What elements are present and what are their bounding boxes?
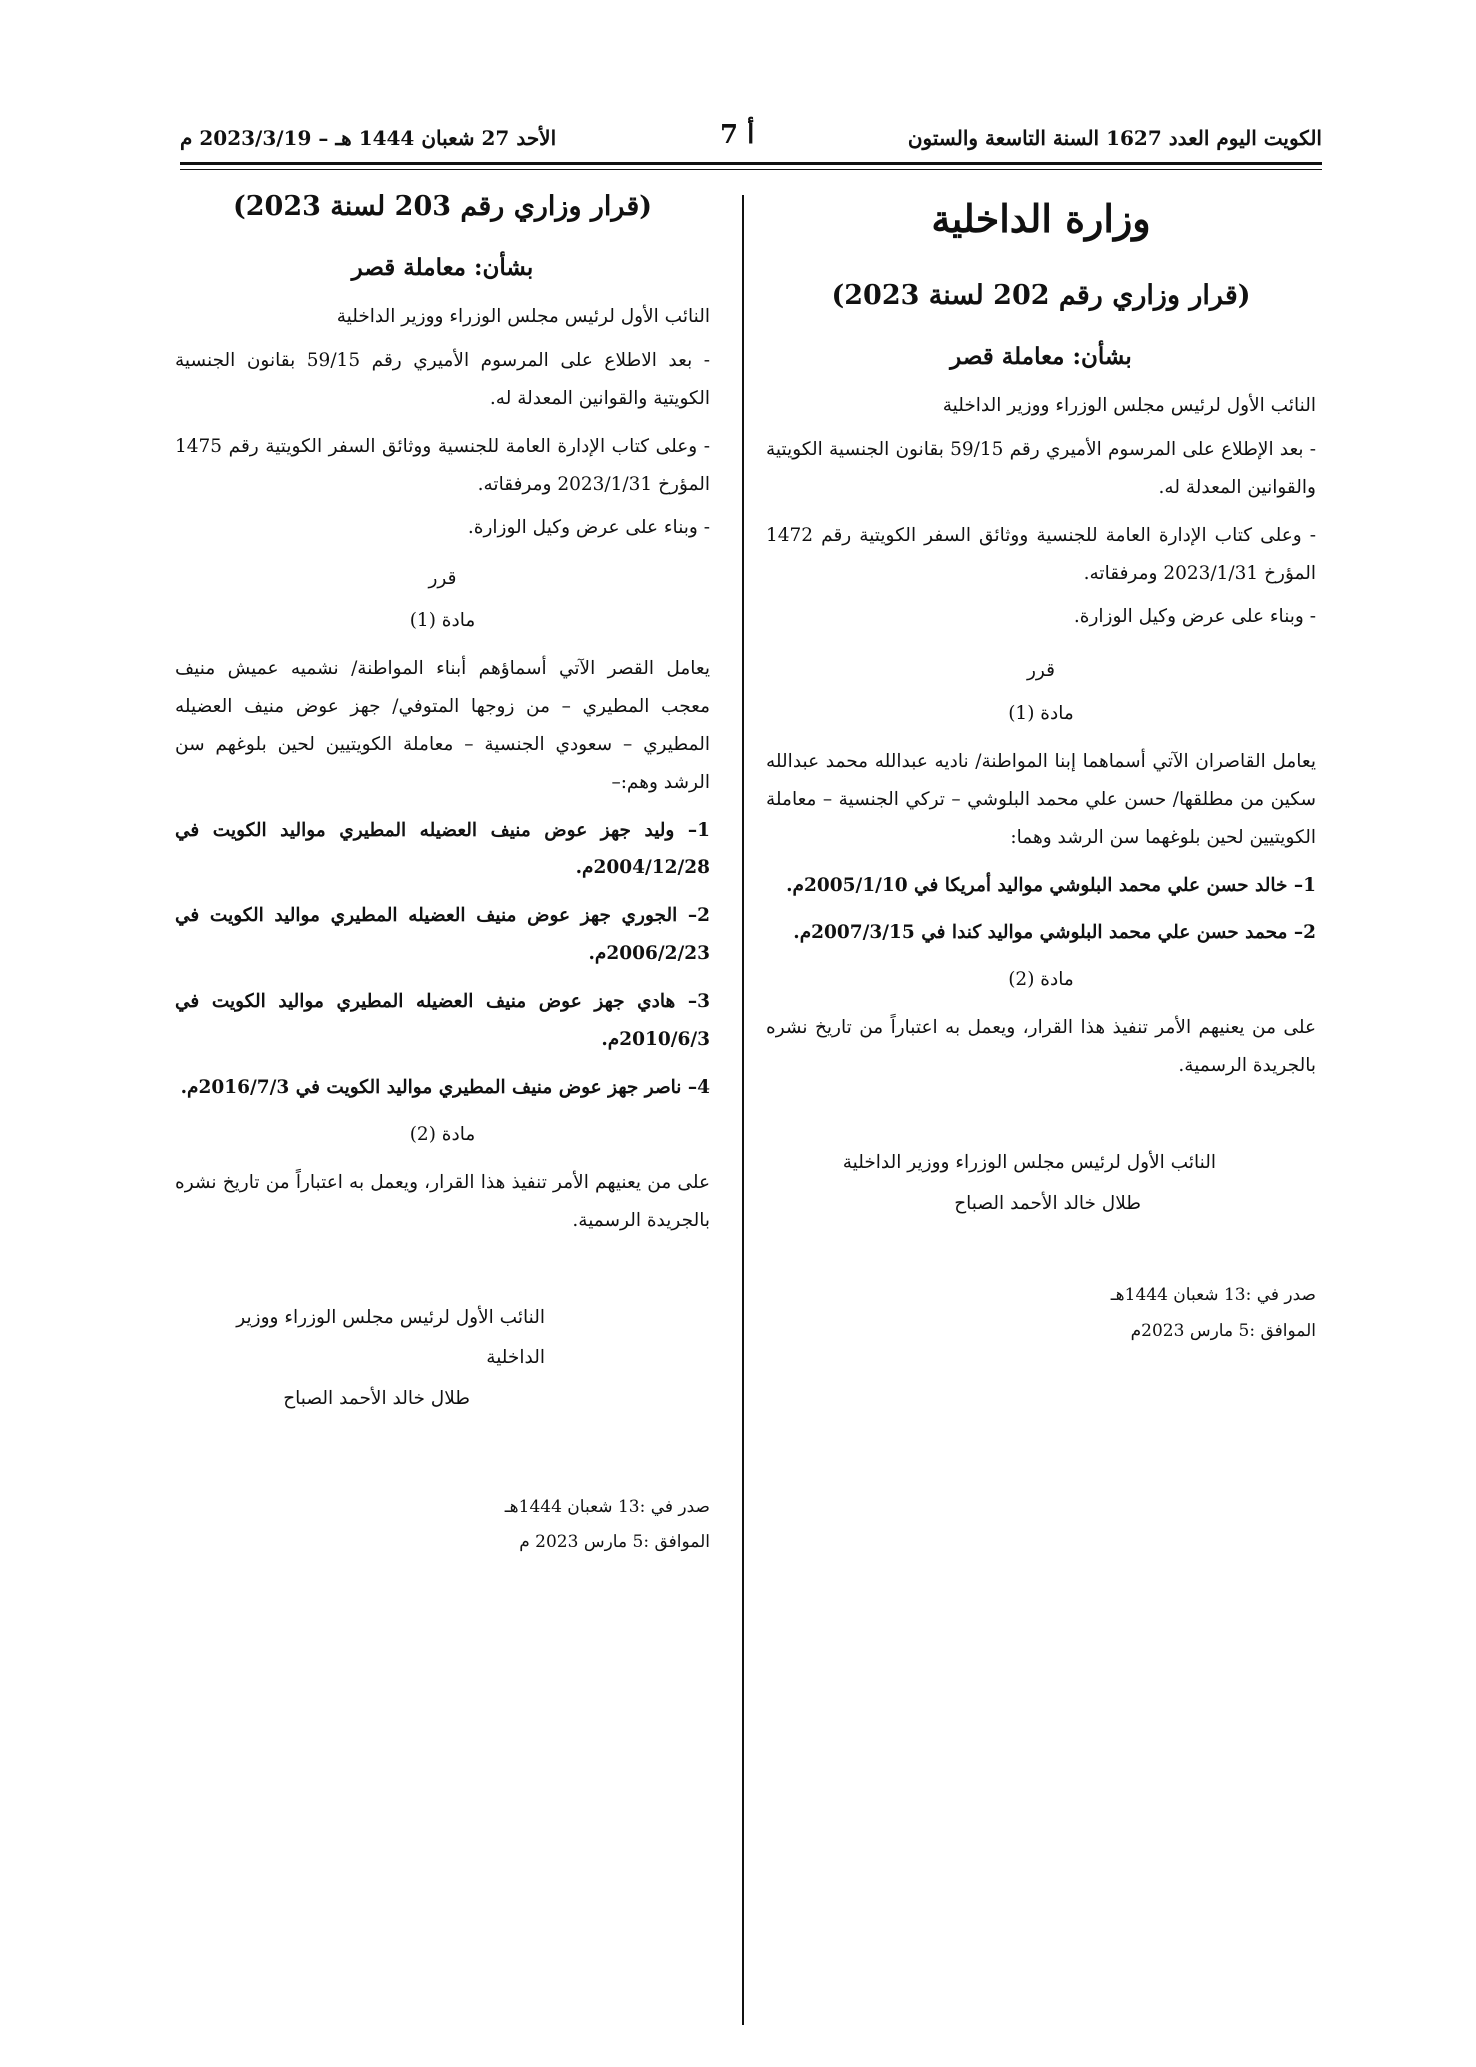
gazette-issue-info: الكويت اليوم العدد 1627 السنة التاسعة والستون [907,126,1322,150]
issued-gregorian-date: الموافق :5 مارس 2023 م [519,1532,710,1553]
minor-list-item: 2– محمد حسن علي محمد البلوشي مواليد كندا في 2007/3/15م. [793,922,1316,944]
page-number: أ 7 [720,120,755,150]
preamble-2: - وعلى كتاب الإدارة العامة للجنسية ووثائق السفر الكويتية رقم 1475 المؤرخ 2023/1/31 ومرفقاته. [175,436,710,495]
article-2-text: على من يعنيهم الأمر تنفيذ هذا القرار، ويعمل به اعتباراً من تاريخ نشره بالجريدة الرسمية. [766,1017,1316,1076]
decision-202-column [766,180,1316,1350]
article-1-text: يعامل القصر الآتي أسماؤهم أبناء المواطنة/ نشميه عميش منيف معجب المطيري – من زوجها المتوفي/ جهز عوض منيف العضيله المطيري – سعودي الجنسية – معاملة الكويتيين لحين بلوغهم سن الرشد وهم:– [175,657,710,793]
minor-list-item: 4– ناصر جهز عوض منيف المطيري مواليد الكويت في 2016/7/3م. [180,1077,710,1099]
column-divider [742,195,744,2025]
decided-word: قرر [428,567,457,589]
issuer-line: النائب الأول لرئيس مجلس الوزراء ووزير الداخلية [942,395,1316,417]
decision-subject: بشأن: معاملة قصر [950,342,1132,370]
page-header [180,118,1322,158]
signature-block [766,1143,1216,1224]
preamble-2: - وعلى كتاب الإدارة العامة للجنسية ووثائق السفر الكويتية رقم 1472 المؤرخ 2023/1/31 ومرفقاته. [766,524,1316,584]
signatory-title: النائب الأول لرئيس مجلس الوزراء ووزير الداخلية [842,1151,1216,1173]
signatory-title: النائب الأول لرئيس مجلس الوزراء ووزير الداخلية [236,1306,545,1369]
issuer-line: النائب الأول لرئيس مجلس الوزراء ووزير الداخلية [336,306,710,328]
minor-list-item: 1– خالد حسن علي محمد البلوشي مواليد أمريكا في 2005/1/10م. [786,874,1316,896]
decision-subject: بشأن: معاملة قصر [351,253,534,281]
issue-date: الأحد 27 شعبان 1444 هـ – 2023/3/19 م [180,126,557,150]
signature-block [175,1298,545,1420]
signatory-name: طلال خالد الأحمد الصباح [283,1387,470,1409]
issue-dates [175,1490,710,1561]
header-rule-thin [180,169,1322,170]
preamble-3: - وبناء على عرض وكيل الوزارة. [467,516,710,538]
issued-hijri-date: صدر في :13 شعبان 1444هـ [1110,1285,1316,1306]
header-rule-thick [180,162,1322,165]
signatory-name: طلال خالد الأحمد الصباح [954,1192,1141,1214]
issued-hijri-date: صدر في :13 شعبان 1444هـ [504,1496,710,1517]
ministry-heading: وزارة الداخلية [931,196,1151,241]
decision-title: (قرار وزاري رقم 203 لسنة 2023) [232,191,653,222]
decision-title: (قرار وزاري رقم 202 لسنة 2023) [831,279,1251,311]
minor-list-item: 1– وليد جهز عوض منيف العضيله المطيري مواليد الكويت في 2004/12/28م. [175,819,710,879]
minor-list-item: 3– هادي جهز عوض منيف العضيله المطيري مواليد الكويت في 2010/6/3م. [175,991,710,1051]
article-1-text: يعامل القاصران الآتي أسماهما إبنا المواطنة/ ناديه عبدالله محمد عبدالله سكين من مطلقها/ حسن علي محمد البلوشي – تركي الجنسية – معاملة الكويتيين لحين بلوغهما سن الرشد وهما: [766,750,1316,848]
decided-word: قرر [1027,660,1055,682]
issued-gregorian-date: الموافق :5 مارس 2023م [1130,1320,1316,1341]
issue-dates [766,1278,1316,1349]
article-1-heading: مادة (1) [1008,703,1074,725]
preamble-1: - بعد الاطلاع على المرسوم الأميري رقم 59/15 بقانون الجنسية الكويتية والقوانين المعدلة له. [175,350,710,410]
minor-list-item: 2– الجوري جهز عوض منيف العضيله المطيري مواليد الكويت في 2006/2/23م. [175,905,710,965]
article-2-heading: مادة (2) [1008,969,1074,991]
decision-203-column [175,180,710,1561]
preamble-1: - بعد الإطلاع على المرسوم الأميري رقم 59/15 بقانون الجنسية الكويتية والقوانين المعدلة له. [766,439,1316,498]
article-1-heading: مادة (1) [409,610,476,632]
article-2-heading: مادة (2) [409,1124,476,1145]
preamble-3: - وبناء على عرض وكيل الوزارة. [1073,605,1316,627]
article-2-text: على من يعنيهم الأمر تنفيذ هذا القرار، ويعمل به اعتباراً من تاريخ نشره بالجريدة الرسمية. [175,1171,710,1231]
